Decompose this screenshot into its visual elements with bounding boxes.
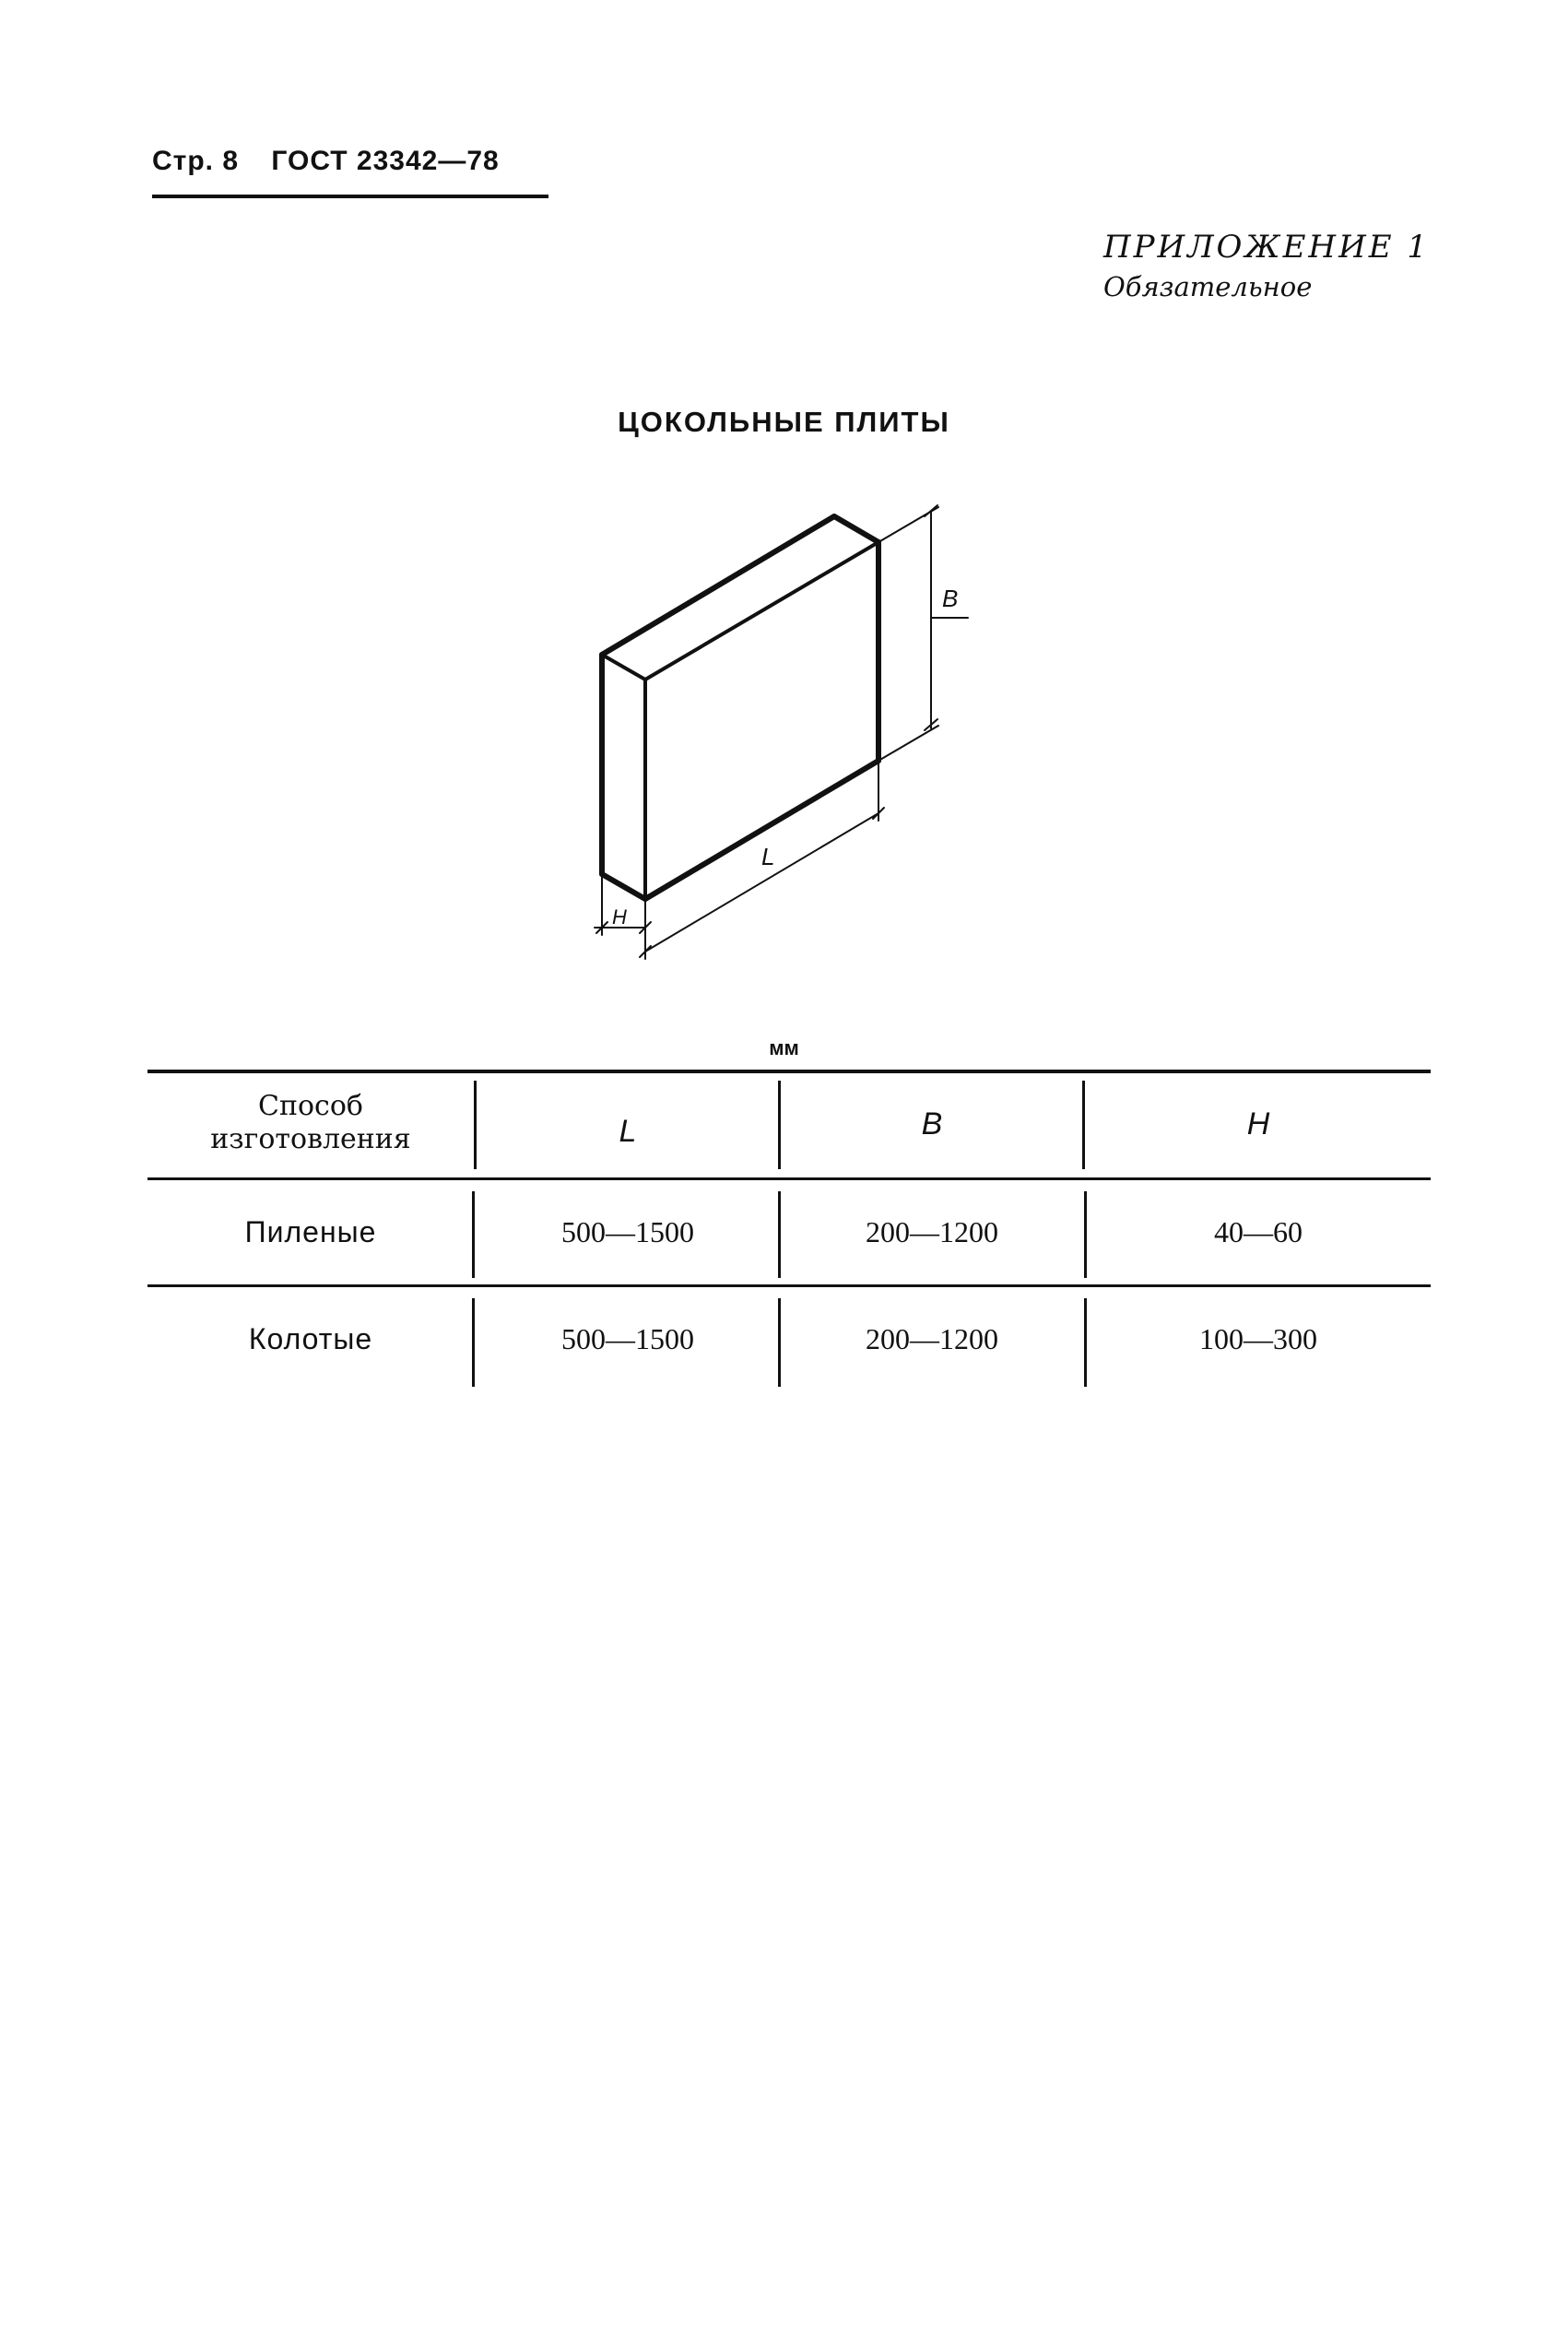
dimension-label-h: H [612, 905, 627, 929]
table-header-rule [147, 1177, 1431, 1180]
table-cell-l: 500—1500 [561, 1215, 694, 1248]
table-header-method [147, 1090, 474, 1156]
dimension-label-b: B [942, 585, 959, 612]
table-cell-h: 100—300 [1199, 1322, 1317, 1355]
header-underline [152, 195, 548, 198]
table-header-h: H [1246, 1106, 1270, 1141]
page-number: Стр. 8 [152, 146, 240, 176]
table-header-method-line2: изготовления [210, 1123, 411, 1155]
appendix-subtitle: Обязательное [1102, 271, 1313, 302]
plate-drawing [581, 489, 986, 987]
table-cell-l: 500—1500 [561, 1322, 694, 1355]
document-title: ЦОКОЛЬНЫЕ ПЛИТЫ [618, 406, 950, 438]
dimension-b-lines [878, 505, 968, 761]
standard-number: ГОСТ 23342—78 [271, 146, 500, 176]
table-top-rule [147, 1070, 1431, 1073]
dimensions-table [147, 1070, 1431, 1402]
appendix-block [1103, 229, 1430, 302]
table-cell-h: 40—60 [1214, 1215, 1303, 1248]
table-cell-b: 200—1200 [866, 1322, 998, 1355]
table-row-rule [147, 1284, 1431, 1287]
dimension-label-l: L [761, 843, 775, 870]
table-cell-b: 200—1200 [866, 1215, 998, 1248]
table-header-l: L [619, 1114, 637, 1149]
appendix-title: ПРИЛОЖЕНИЕ 1 [1102, 229, 1430, 266]
table-header-b: B [921, 1106, 943, 1141]
table-header-method-line1: Способ [258, 1090, 363, 1122]
table-row-label: Пиленые [244, 1215, 377, 1248]
table-row-label: Колотые [248, 1322, 373, 1355]
page-header [152, 146, 524, 177]
unit-label: мм [769, 1036, 799, 1059]
